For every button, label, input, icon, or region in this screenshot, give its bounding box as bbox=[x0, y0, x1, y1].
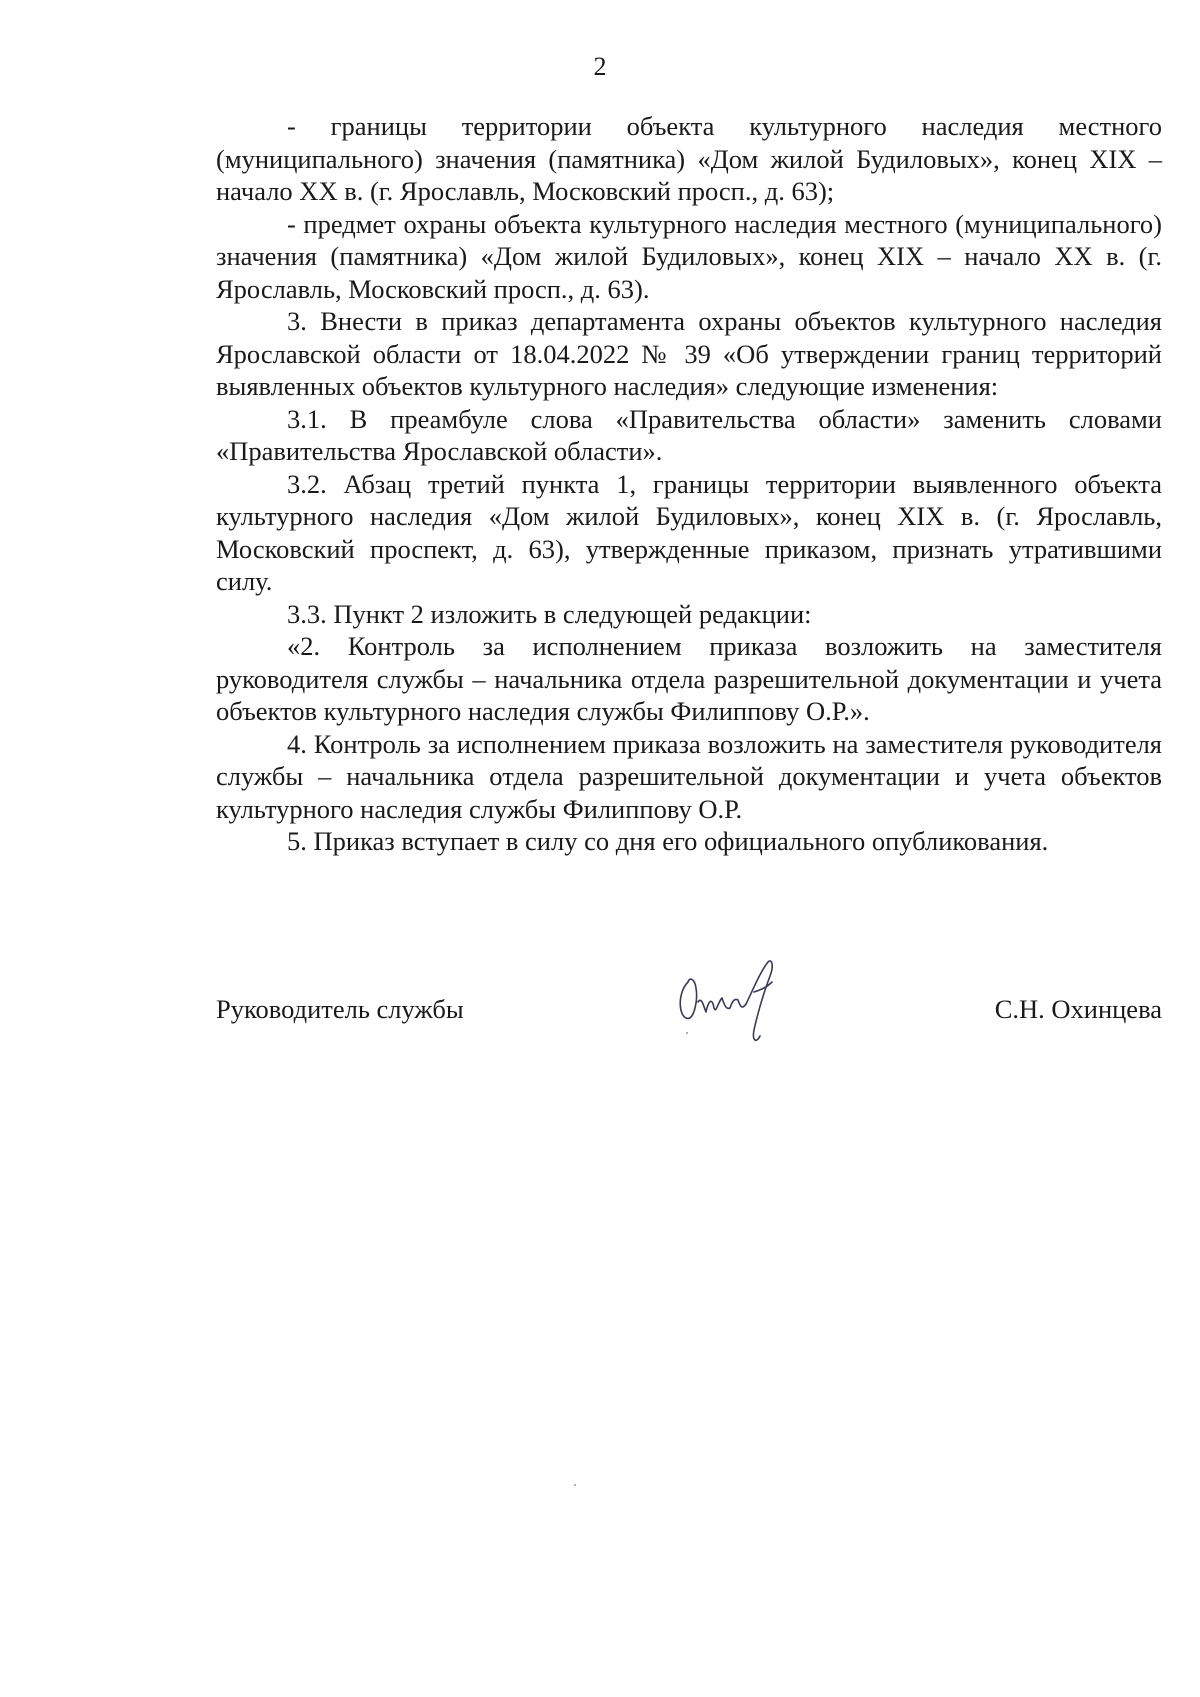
paragraph-item-3: 3. Внести в приказ департамента охраны объектов культурного наследия Ярославской области от 18.04.2022 № 39 «Об утверждении границ территорий выявленных объектов культурного наследия» следующие изменения: bbox=[216, 306, 1162, 401]
paragraph-item-3-3: 3.3. Пункт 2 изложить в следующей редакции: bbox=[287, 598, 812, 629]
paragraph-item-3-2: 3.2. Абзац третий пункта 1, границы территории выявленного объекта культурного наследия «Дом жилой Будиловых», конец XIX в. (г. Ярославль, Московский проспект, д. 63), утвержденные приказом, признать утратившими силу. bbox=[216, 468, 1162, 596]
scan-speck bbox=[686, 1032, 688, 1034]
page-number: 2 bbox=[593, 52, 607, 81]
signer-name: С.Н. Охинцева bbox=[994, 994, 1162, 1024]
paragraph-item-4: 4. Контроль за исполнением приказа возложить на заместителя руководителя службы – начальника отдела разрешительной документации и учета объектов культурного наследия службы Филиппову О.Р. bbox=[216, 728, 1162, 824]
scan-speck bbox=[574, 1484, 576, 1486]
signature-block bbox=[216, 980, 1162, 1040]
document-body bbox=[216, 110, 1162, 858]
paragraph-item-3-1: 3.1. В преамбуле слова «Правительства области» заменить словами «Правительства Ярославской области». bbox=[216, 403, 1162, 466]
paragraph-item-5: 5. Приказ вступает в силу со дня его официального опубликования. bbox=[287, 826, 1049, 856]
paragraph-item-3-3-quote: «2. Контроль за исполнением приказа возложить на заместителя руководителя службы – начальника отдела разрешительной документации и учета объектов культурного наследия службы Филиппову О.Р.». bbox=[216, 631, 1162, 726]
paragraph-protection-subject-item: - предмет охраны объекта культурного наследия местного (муниципального) значения (памятника) «Дом жилой Будиловых», конец XIX – начало XX в. (г. Ярославль, Московский просп., д. 63). bbox=[216, 208, 1162, 304]
signer-position: Руководитель службы bbox=[216, 994, 464, 1024]
paragraph-boundaries-item: - границы территории объекта культурного наследия местного (муниципального) значения (памятника) «Дом жилой Будиловых», конец XIX – начало XX в. (г. Ярославль, Московский просп., д. 63); bbox=[216, 111, 1162, 206]
handwritten-signature bbox=[668, 952, 808, 1052]
